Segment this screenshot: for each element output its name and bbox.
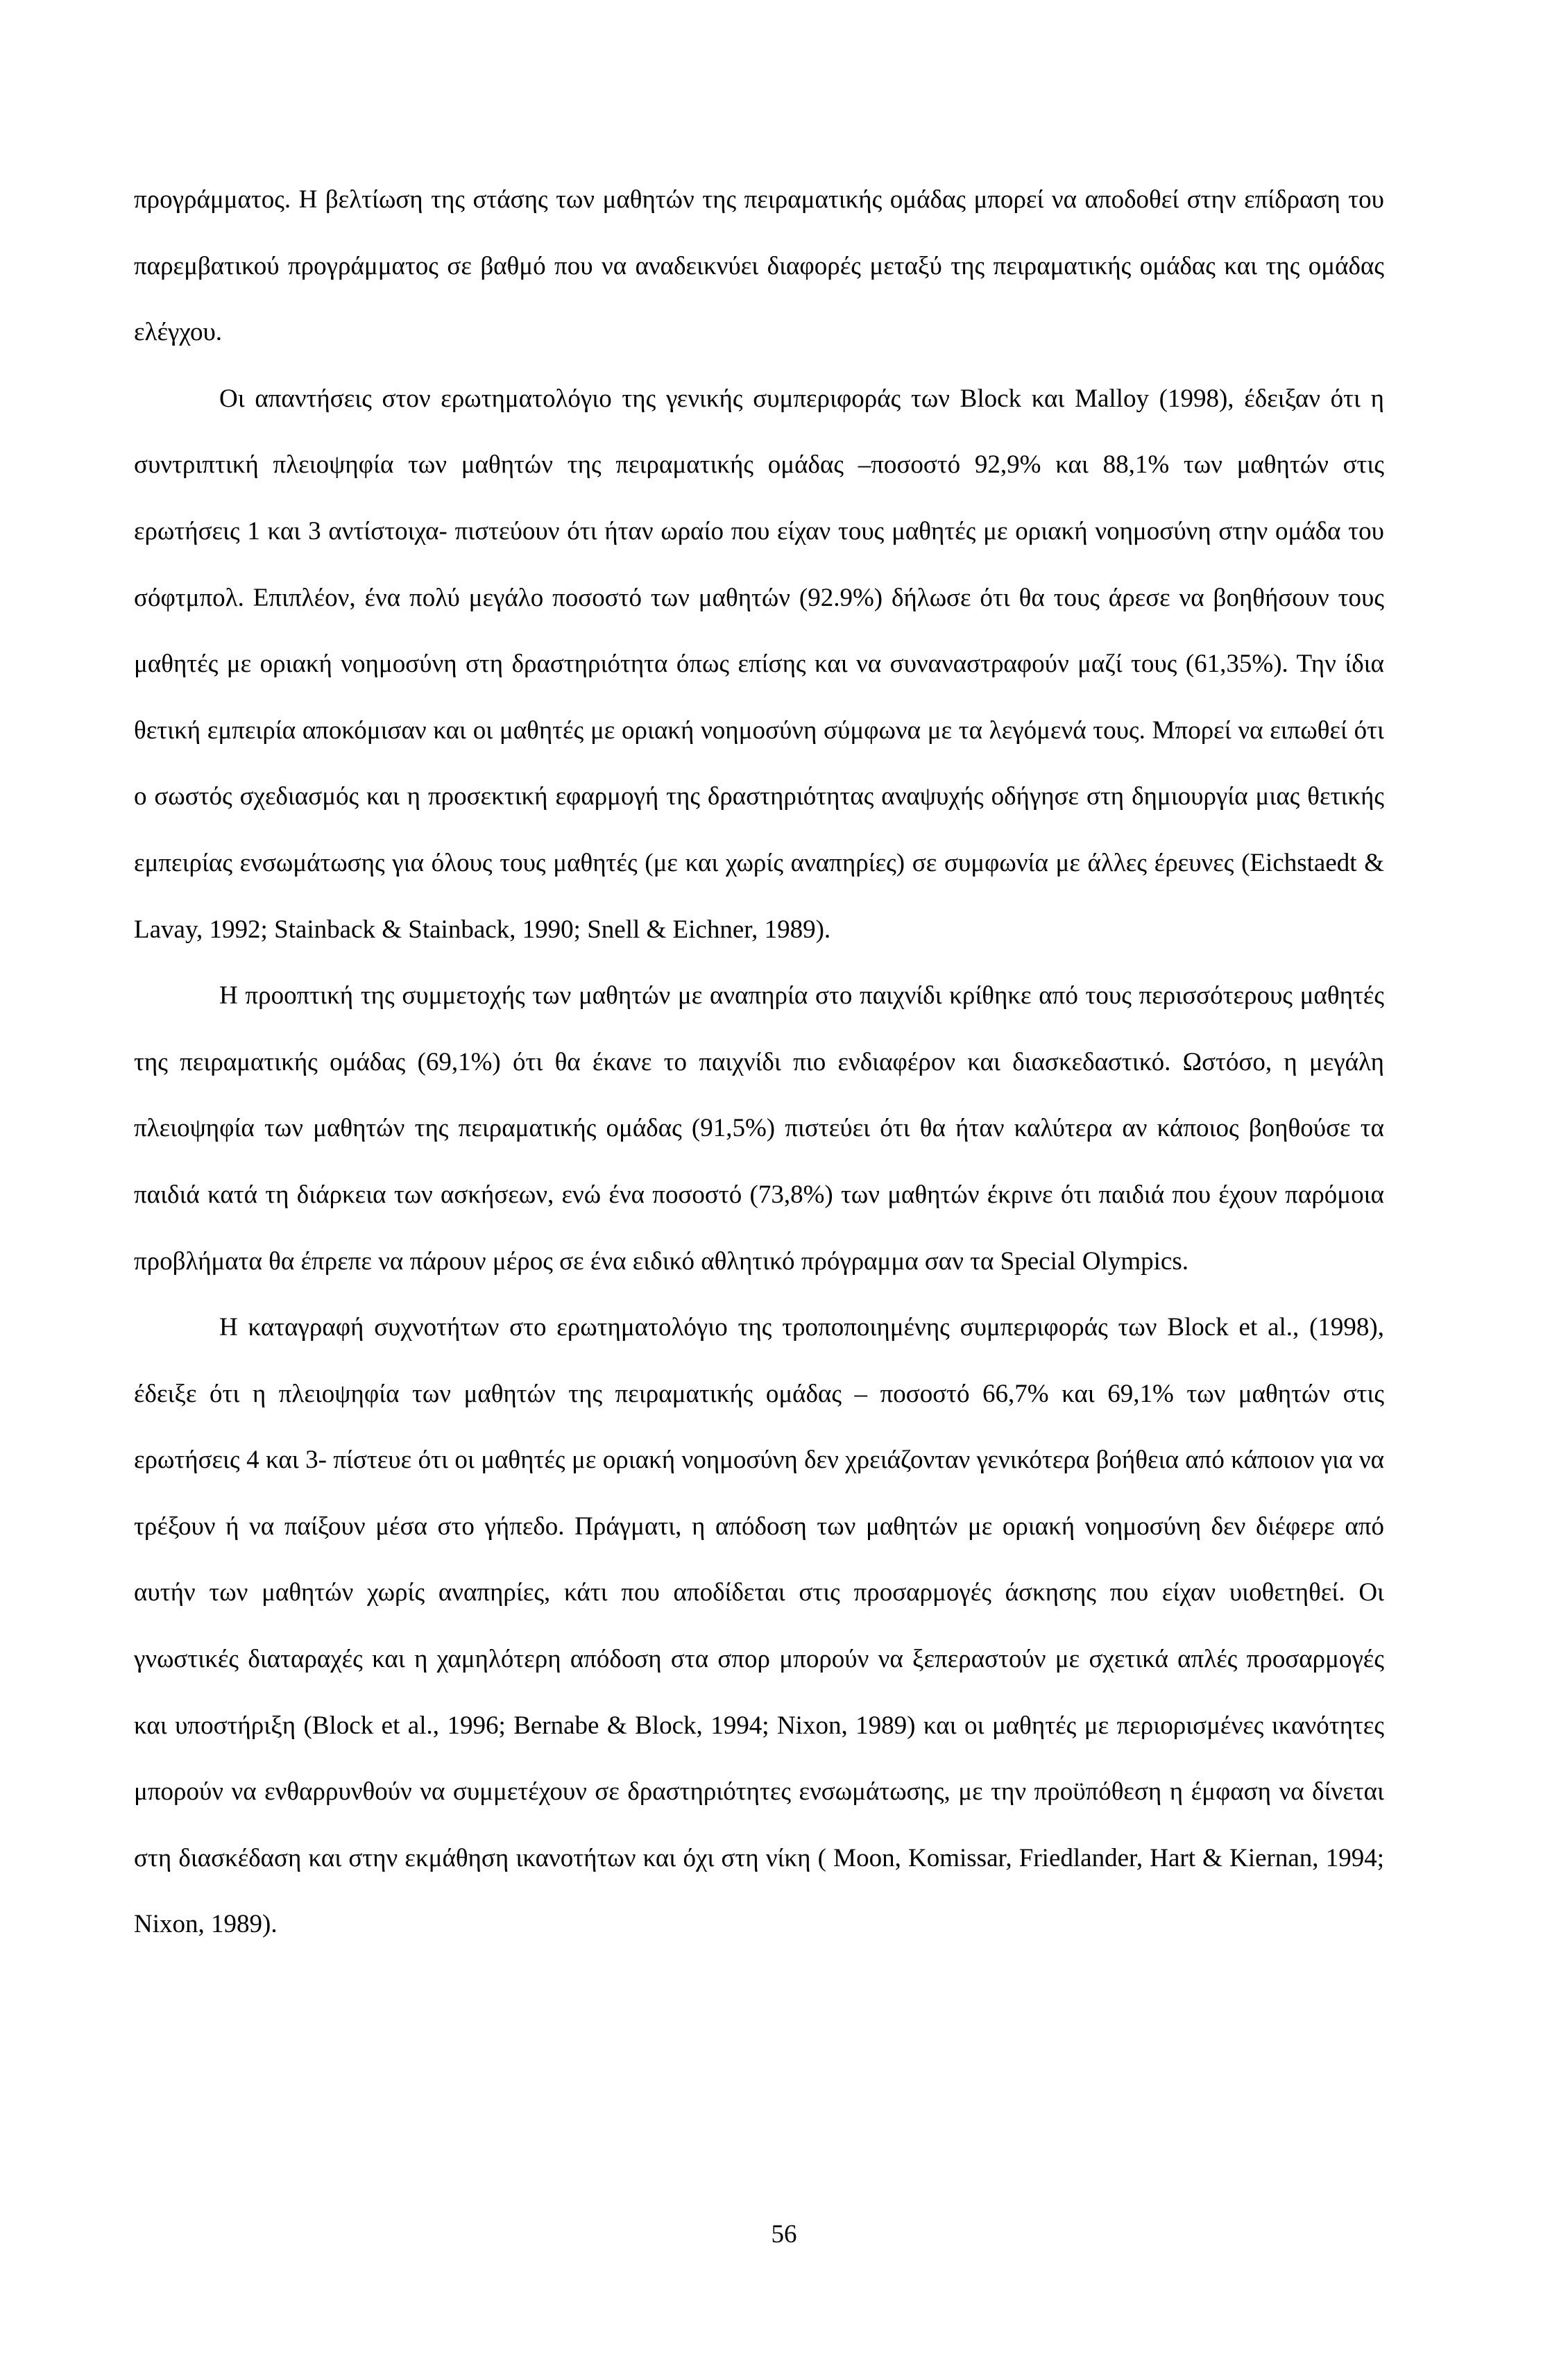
page-number: 56 xyxy=(771,2220,797,2249)
paragraph: Η καταγραφή συχνοτήτων στο ερωτηματολόγιο της τροποποιημένης συμπεριφοράς των Block et al., (1998), έδειξε ότι η πλειοψηφία των μαθητών της πειραματικής ομάδας – ποσοστό 66,7% και 69,1% των μαθητών στις ερωτήσεις 4 και 3- πίστευε ότι οι μαθητές με οριακή νοημοσύνη δεν χρειάζονταν γενικότερα βοήθεια από κάποιον για να τρέξουν ή να παίξουν μέσα στο γήπεδο. Πράγματι, η απόδοση των μαθητών με οριακή νοημοσύνη δεν διέφερε από αυτήν των μαθητών χωρίς αναπηρίες, κάτι που αποδίδεται στις προσαρμογές άσκησης που είχαν υιοθετηθεί. Οι γνωστικές διαταραχές και η χαμηλότερη απόδοση στα σπορ μπορούν να ξεπεραστούν με σχετικά απλές προσαρμογές και υποστήριξη (Block et al., 1996; Bernabe & Block, 1994; Nixon, 1989) και οι μαθητές με περιορισμένες ικανότητες μπορούν να ενθαρρυνθούν να συμμετέχουν σε δραστηριότητες ενσωμάτωσης, με την προϋπόθεση η έμφαση να δίνεται στη διασκέδαση και στην εκμάθηση ικανοτήτων και όχι στη νίκη ( Moon, Komissar, Friedlander, Hart & Kiernan, 1994; Nixon, 1989). xyxy=(134,1313,1384,1939)
body-text xyxy=(134,167,1384,1958)
paragraph-continued: προγράμματος. Η βελτίωση της στάσης των μαθητών της πειραματικής ομάδας μπορεί να αποδοθεί στην επίδραση του παρεμβατικού προγράμματος σε βαθμό που να αναδεικνύει διαφορές μεταξύ της πειραματικής ομάδας και της ομάδας ελέγχου. xyxy=(134,185,1384,347)
paragraph: Η προοπτική της συμμετοχής των μαθητών με αναπηρία στο παιχνίδι κρίθηκε από τους περισσότερους μαθητές της πειραματικής ομάδας (69,1%) ότι θα έκανε το παιχνίδι πιο ενδιαφέρον και διασκεδαστικό. Ωστόσο, η μεγάλη πλειοψηφία των μαθητών της πειραματικής ομάδας (91,5%) πιστεύει ότι θα ήταν καλύτερα αν κάποιος βοηθούσε τα παιδιά κατά τη διάρκεια των ασκήσεων, ενώ ένα ποσοστό (73,8%) των μαθητών έκρινε ότι παιδιά που έχουν παρόμοια προβλήματα θα έπρεπε να πάρουν μέρος σε ένα ειδικό αθλητικό πρόγραμμα σαν τα Special Olympics. xyxy=(134,981,1384,1276)
paragraph: Οι απαντήσεις στον ερωτηματολόγιο της γενικής συμπεριφοράς των Block και Malloy (1998), έδειξαν ότι η συντριπτική πλειοψηφία των μαθητών της πειραματικής ομάδας –ποσοστό 92,9% και 88,1% των μαθητών στις ερωτήσεις 1 και 3 αντίστοιχα- πιστεύουν ότι ήταν ωραίο που είχαν τους μαθητές με οριακή νοημοσύνη στην ομάδα του σόφτμπολ. Επιπλέον, ένα πολύ μεγάλο ποσοστό των μαθητών (92.9%) δήλωσε ότι θα τους άρεσε να βοηθήσουν τους μαθητές με οριακή νοημοσύνη στη δραστηριότητα όπως επίσης και να συναναστραφούν μαζί τους (61,35%). Την ίδια θετική εμπειρία αποκόμισαν και οι μαθητές με οριακή νοημοσύνη σύμφωνα με τα λεγόμενά τους. Μπορεί να ειπωθεί ότι ο σωστός σχεδιασμός και η προσεκτική εφαρμογή της δραστηριότητας αναψυχής οδήγησε στη δημιουργία μιας θετικής εμπειρίας ενσωμάτωσης για όλους τους μαθητές (με και χωρίς αναπηρίες) σε συμφωνία με άλλες έρευνες (Eichstaedt & Lavay, 1992; Stainback & Stainback, 1990; Snell & Eichner, 1989). xyxy=(134,384,1384,944)
